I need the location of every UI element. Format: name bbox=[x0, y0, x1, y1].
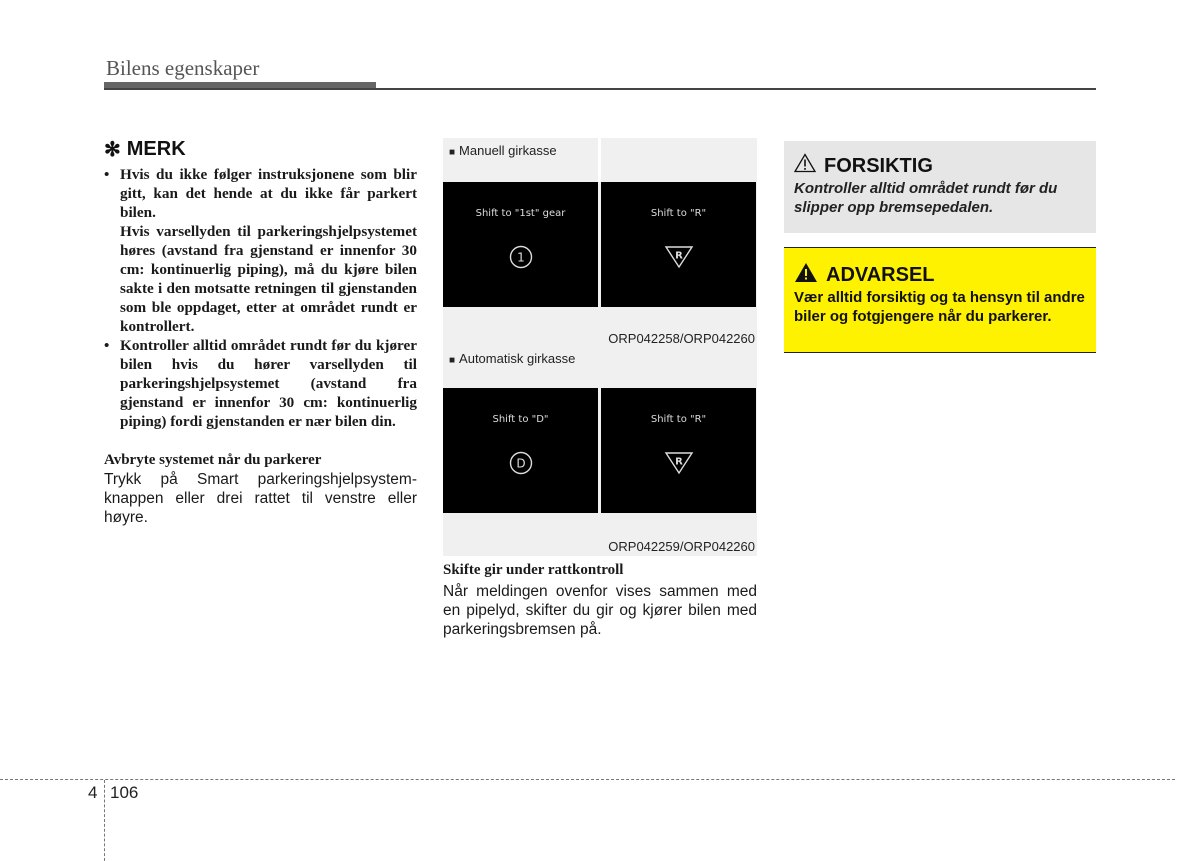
note-bullet bbox=[104, 336, 417, 431]
screen-message: Shift to "R" bbox=[650, 208, 707, 219]
page-header-title: Bilens egenskaper bbox=[106, 56, 260, 80]
note-bullet bbox=[104, 165, 417, 336]
note-column bbox=[104, 138, 417, 527]
gear-icon-label: D bbox=[515, 456, 526, 471]
chapter-number: 4 bbox=[88, 783, 98, 802]
cluster-screen-right bbox=[601, 182, 756, 307]
bullet-dot-icon: • bbox=[104, 337, 110, 354]
bullet-dot-icon: • bbox=[104, 166, 110, 183]
note-heading bbox=[104, 138, 417, 161]
caution-title: FORSIKTIG bbox=[794, 153, 933, 179]
screen-message: Shift to "R" bbox=[650, 414, 707, 425]
asterisk-icon: ✻ bbox=[104, 138, 121, 161]
screen-message: Shift to "1st" gear bbox=[475, 208, 566, 219]
warning-title: ADVARSEL bbox=[794, 262, 935, 289]
footer-rule bbox=[0, 779, 1175, 780]
cancel-body: Trykk på Smart parkeringshjelpsystem-knappen eller drei rattet til venstre eller høyre. bbox=[104, 471, 417, 526]
reverse-triangle-icon bbox=[601, 450, 756, 481]
figure-manual-transmission bbox=[443, 138, 757, 348]
figure-label: ■ Manuell girkasse bbox=[449, 143, 557, 158]
shift-body: Når meldingen ovenfor vises sammen med en pipelyd, skifter du gir og kjører bilen med parkeringsbremsen på. bbox=[443, 583, 757, 638]
screen-message: Shift to "D" bbox=[492, 414, 549, 425]
note-heading-label: MERK bbox=[126, 138, 186, 160]
figure-label: ■ Automatisk girkasse bbox=[449, 351, 576, 366]
caution-body: Kontroller alltid området rundt før du slipper opp bremsepedalen. bbox=[794, 180, 1058, 216]
warning-triangle-icon bbox=[794, 262, 818, 289]
warning-box bbox=[784, 247, 1096, 353]
gear-icon-label: R bbox=[674, 250, 683, 262]
cluster-screen-left bbox=[443, 388, 598, 513]
figure-code: ORP042258/ORP042260 bbox=[608, 331, 755, 346]
gear-icon-label: 1 bbox=[516, 250, 525, 265]
gear-circle-icon bbox=[443, 450, 598, 481]
note-bullet-text: Hvis du ikke følger instruksjonene som blir gitt, kan det hende at du ikke får parkert bilen. bbox=[120, 166, 417, 221]
note-bullet-text: Hvis varsellyden til parkeringshjelpsystemet høres (avstand fra gjenstand er innenfor 30 cm: kontinuerlig piping), må du kjøre bilen sakte i den motsatte retningen til gjenstanden som ble oppdaget, etter at området rundt er kontrollert. bbox=[120, 223, 417, 335]
figure-code: ORP042259/ORP042260 bbox=[608, 539, 755, 554]
warning-body: Vær alltid forsiktig og ta hensyn til andre biler og fotgjengere når du parkerer. bbox=[794, 289, 1085, 325]
cluster-screen-left bbox=[443, 182, 598, 307]
gear-icon-label: R bbox=[674, 456, 683, 468]
reverse-triangle-icon bbox=[601, 244, 756, 275]
figure-divider bbox=[598, 138, 601, 182]
cluster-screen-right bbox=[601, 388, 756, 513]
shift-heading: Skifte gir under rattkontroll bbox=[443, 562, 624, 578]
gear-circle-icon bbox=[443, 244, 598, 275]
footer-vertical-rule bbox=[104, 780, 105, 861]
page-number: 106 bbox=[110, 783, 139, 802]
square-bullet-icon: ■ bbox=[449, 355, 456, 366]
caution-box bbox=[784, 141, 1096, 233]
header-rule bbox=[104, 88, 1096, 90]
figure-automatic-transmission bbox=[443, 346, 757, 556]
note-bullet-text: Kontroller alltid området rundt før du kjører bilen hvis du hører varsellyden til parkeringshjelpsystemet (avstand fra gjenstand er innenfor 30 cm: kontinuerlig piping) fordi gjenstanden er nær bilen din. bbox=[120, 337, 417, 430]
caution-triangle-icon bbox=[794, 153, 816, 179]
cancel-heading: Avbryte systemet når du parkerer bbox=[104, 452, 322, 468]
square-bullet-icon: ■ bbox=[449, 147, 456, 158]
